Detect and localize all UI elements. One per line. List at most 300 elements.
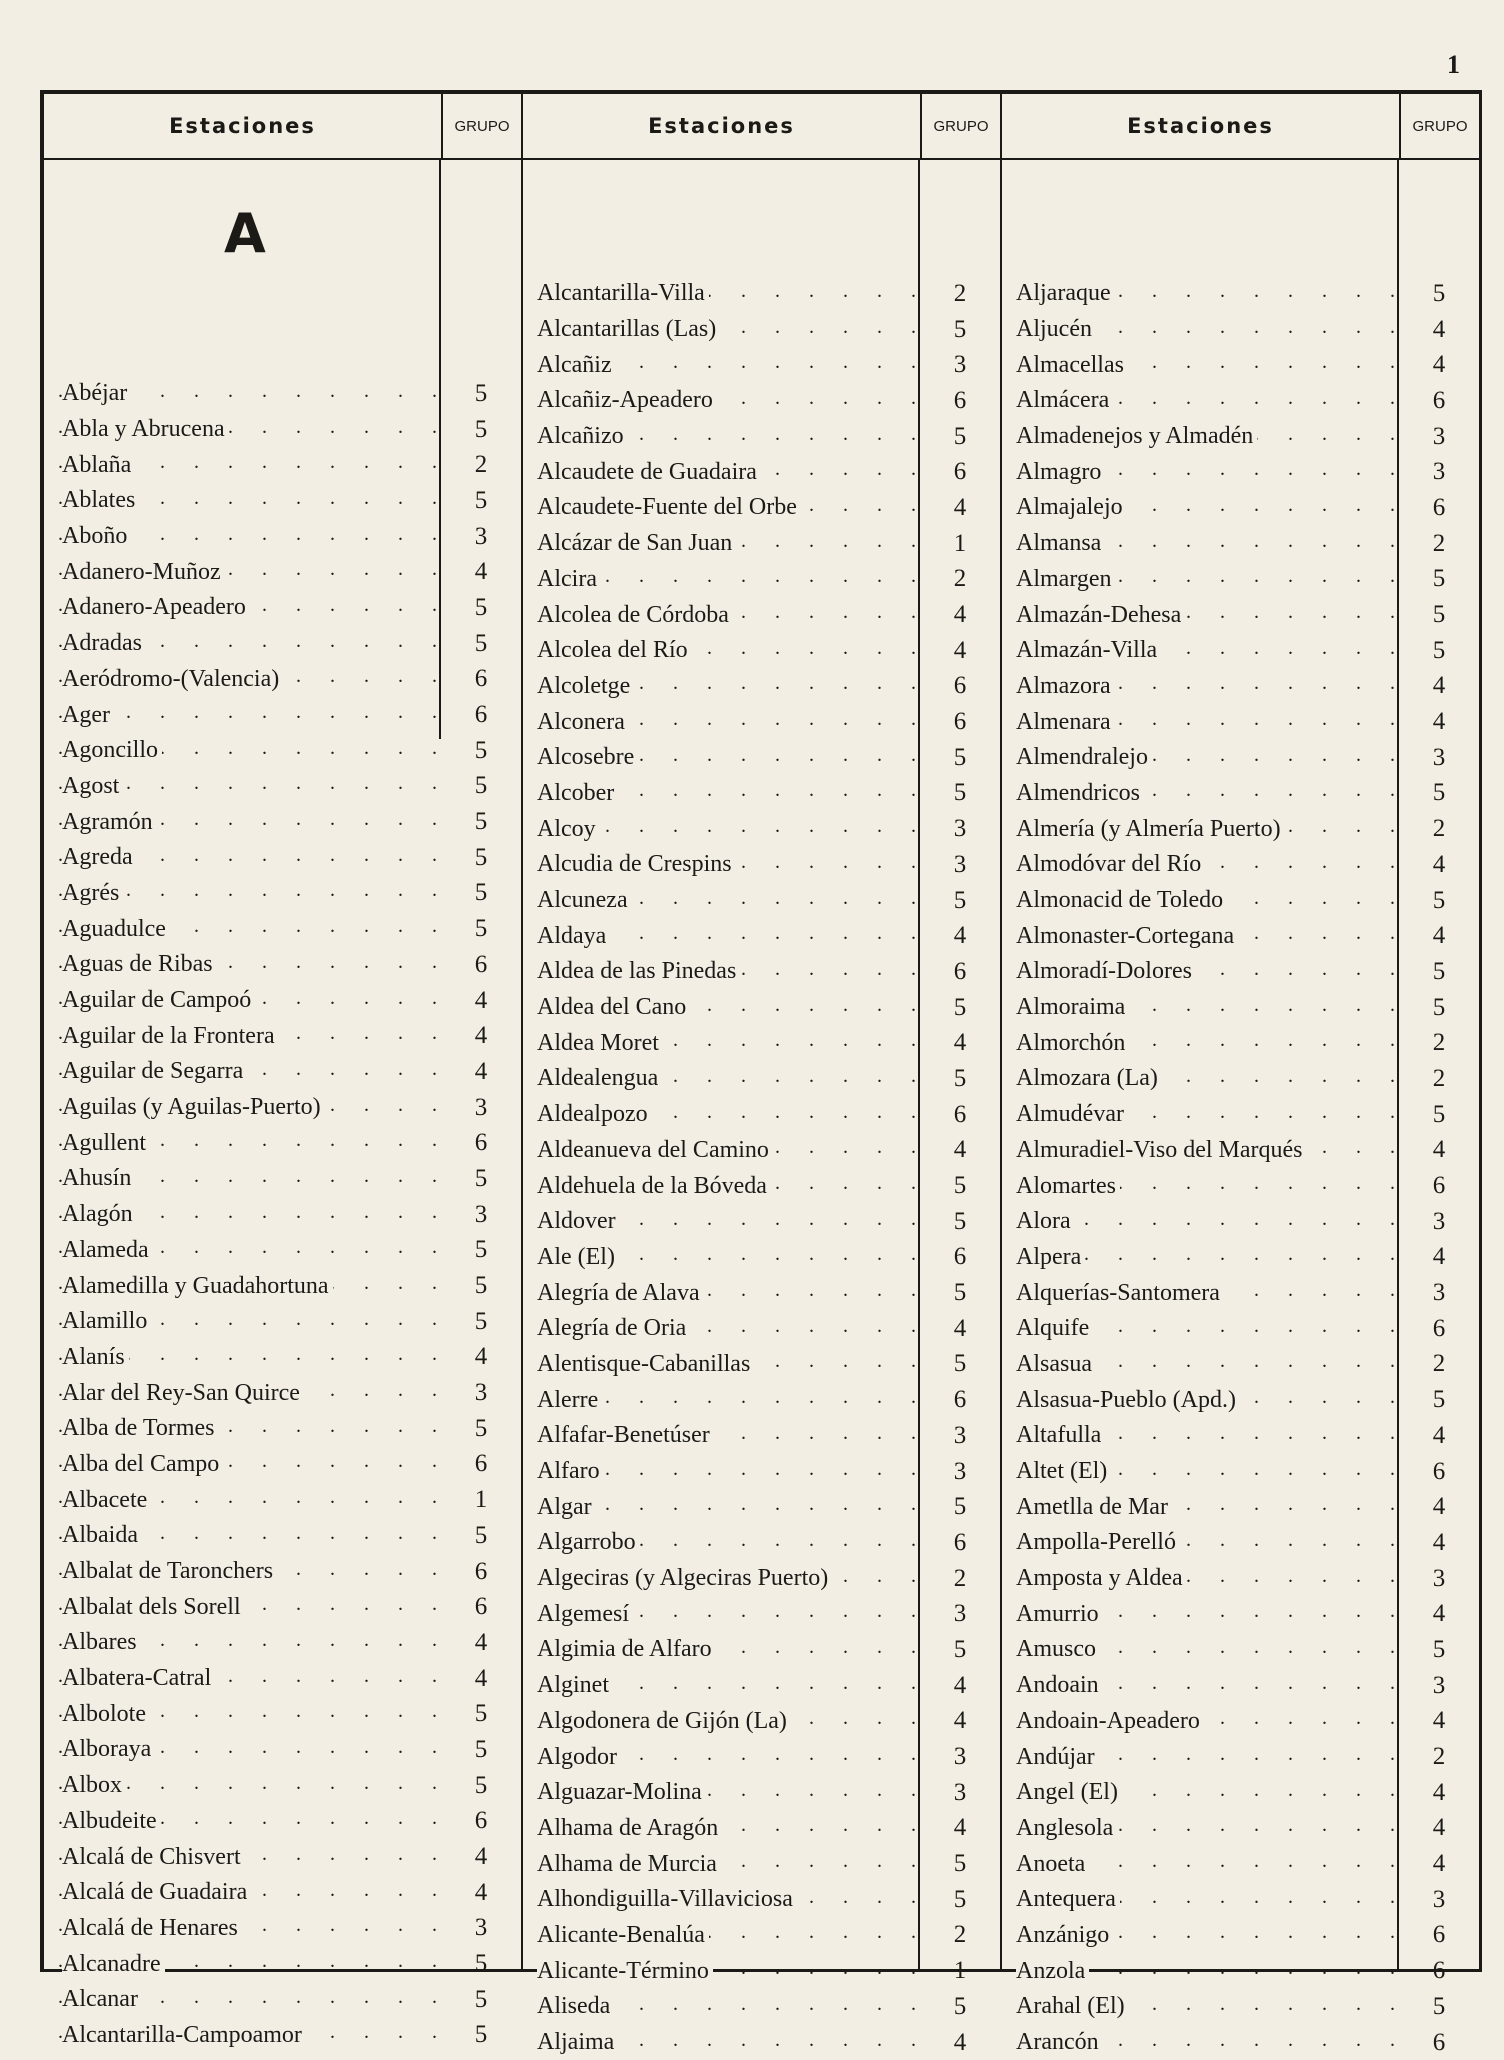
station-name-cell [44, 1772, 441, 1799]
stations-heading: Estaciones [169, 114, 316, 138]
station-name-cell [1002, 1137, 1399, 1164]
station-name-cell [44, 594, 441, 621]
station-name: Agoncillo [62, 737, 162, 763]
group-number: 4 [953, 601, 967, 629]
station-name-cell [1002, 1958, 1399, 1985]
group-number: 5 [953, 1885, 967, 1913]
group-number: 3 [953, 1600, 967, 1628]
group-number: 6 [953, 1528, 967, 1556]
station-name-cell [44, 1451, 441, 1478]
table-row [523, 1240, 1000, 1276]
station-name-cell [1002, 1601, 1399, 1628]
station-name-cell [523, 1280, 920, 1307]
station-name: Alcantarillas (Las) [537, 316, 720, 342]
station-name-cell [44, 1594, 441, 1621]
station-name: Alboraya [62, 1736, 155, 1762]
table-row [44, 983, 521, 1019]
station-name-cell [1002, 1636, 1399, 1663]
station-name: Aguilas (y Aguilas-Puerto) [62, 1094, 325, 1120]
station-name: Ametlla de Mar [1016, 1494, 1172, 1520]
station-name-cell [523, 1672, 920, 1699]
group-number: 2 [1432, 1743, 1446, 1771]
station-name: Almazora [1016, 673, 1115, 699]
station-name: Aljaraque [1016, 280, 1115, 306]
group-number: 6 [1432, 1457, 1446, 1485]
station-name: Algemesí [537, 1601, 633, 1627]
group-number: 4 [1432, 1778, 1446, 1806]
station-name-cell [44, 1808, 441, 1835]
station-name-cell [1002, 423, 1399, 450]
table-row [1002, 1347, 1479, 1383]
group-number: 4 [953, 1707, 967, 1735]
table-row [1002, 1668, 1479, 1704]
station-name-cell [44, 1522, 441, 1549]
table-row [523, 1668, 1000, 1704]
station-name-cell [1002, 1101, 1399, 1128]
group-number: 5 [953, 993, 967, 1021]
station-name: Altafulla [1016, 1422, 1105, 1448]
station-name-cell [523, 494, 920, 521]
station-name: Algar [537, 1494, 596, 1520]
table-row [1002, 597, 1479, 633]
group-number: 5 [953, 1992, 967, 2020]
station-name-cell [523, 280, 920, 307]
table-row [1002, 1704, 1479, 1740]
table-row [44, 662, 521, 698]
station-name-cell [523, 1565, 920, 1592]
group-number: 5 [474, 1700, 488, 1728]
station-name: Antequera [1016, 1886, 1120, 1912]
station-name-cell [44, 1415, 441, 1442]
table-row [1002, 811, 1479, 847]
group-number: 3 [474, 1914, 488, 1942]
station-name: Agrés [62, 880, 123, 906]
group-number: 5 [953, 1493, 967, 1521]
station-name: Almargen [1016, 566, 1116, 592]
table-row [1002, 383, 1479, 419]
station-name: Alegría de Alava [537, 1280, 704, 1306]
station-name: Almería (y Almería Puerto) [1016, 816, 1285, 842]
station-list [523, 276, 1000, 2060]
group-number: 6 [1432, 1957, 1446, 1985]
table-row [1002, 1382, 1479, 1418]
group-number: 5 [474, 1164, 488, 1192]
group-number: 4 [474, 1057, 488, 1085]
table-row [44, 697, 521, 733]
station-name-cell [44, 1951, 441, 1978]
group-number: 4 [953, 493, 967, 521]
group-number: 6 [474, 665, 488, 693]
table-row [523, 490, 1000, 526]
station-name-cell [44, 380, 441, 407]
group-number: 6 [1432, 386, 1446, 414]
group-number: 6 [953, 672, 967, 700]
station-name: Albolote [62, 1701, 150, 1727]
station-name-cell [523, 1101, 920, 1128]
table-row [523, 526, 1000, 562]
table-row [1002, 1525, 1479, 1561]
group-number: 4 [953, 922, 967, 950]
group-number: 6 [474, 1807, 488, 1835]
station-name-cell [523, 994, 920, 1021]
table-row [44, 911, 521, 947]
station-name-cell [44, 951, 441, 978]
group-number: 5 [953, 1350, 967, 1378]
group-number: 4 [1432, 922, 1446, 950]
table-row [523, 1097, 1000, 1133]
station-name-cell [44, 916, 441, 943]
station-name: Ablates [62, 487, 139, 513]
station-name: Alamedilla y Guadahortuna [62, 1273, 333, 1299]
station-name: Alfafar-Benetúser [537, 1422, 714, 1448]
group-number: 3 [1432, 1885, 1446, 1913]
group-number: 5 [953, 315, 967, 343]
station-name: Alcober [537, 780, 618, 806]
table-row [44, 1304, 521, 1340]
table-row [523, 1133, 1000, 1169]
station-name: Aguadulce [62, 916, 170, 942]
station-name-cell [523, 1208, 920, 1235]
station-name: Alquife [1016, 1315, 1093, 1341]
station-name: Almonacid de Toledo [1016, 887, 1227, 913]
table-row [1002, 1454, 1479, 1490]
table-row [44, 876, 521, 912]
station-name-cell [1002, 958, 1399, 985]
station-name: Adanero-Apeadero [62, 594, 250, 620]
station-name: Almoraima [1016, 994, 1129, 1020]
station-name: Alagón [62, 1201, 137, 1227]
station-name-cell [1002, 1744, 1399, 1771]
group-number: 5 [953, 743, 967, 771]
table-row [523, 1311, 1000, 1347]
station-name: Albalat dels Sorell [62, 1594, 245, 1620]
group-number: 6 [953, 957, 967, 985]
station-name-cell [44, 630, 441, 657]
station-name: Alcoy [537, 816, 600, 842]
station-name-cell [1002, 1529, 1399, 1556]
group-number: 5 [474, 1414, 488, 1442]
station-name: Algarrobo [537, 1529, 640, 1555]
group-number: 6 [474, 701, 488, 729]
table-row [523, 1846, 1000, 1882]
table-row [1002, 419, 1479, 455]
table-row [44, 1732, 521, 1768]
group-number: 5 [474, 772, 488, 800]
group-number: 4 [1432, 315, 1446, 343]
station-name: Almozara (La) [1016, 1065, 1162, 1091]
station-name: Algimia de Alfaro [537, 1636, 716, 1662]
station-name: Alegría de Oria [537, 1315, 690, 1341]
group-number: 3 [1432, 1279, 1446, 1307]
station-name-cell [44, 1130, 441, 1157]
station-name-cell [44, 1308, 441, 1335]
group-number: 6 [1432, 1314, 1446, 1342]
table-row [523, 1275, 1000, 1311]
station-name: Aguilar de Campoó [62, 987, 255, 1013]
table-row [523, 454, 1000, 490]
station-name: Alhama de Murcia [537, 1851, 721, 1877]
group-number: 6 [953, 1100, 967, 1128]
station-name-cell [523, 1244, 920, 1271]
table-row [523, 1204, 1000, 1240]
table-row [523, 1811, 1000, 1847]
group-number: 4 [474, 1878, 488, 1906]
station-name-cell [523, 1494, 920, 1521]
group-number: 5 [474, 379, 488, 407]
table-row [44, 1233, 521, 1269]
station-name: Alcantarilla-Villa [537, 280, 709, 306]
group-number: 3 [953, 351, 967, 379]
group-number: 5 [1432, 1386, 1446, 1414]
station-name: Agullent [62, 1130, 150, 1156]
station-name-cell [44, 1165, 441, 1192]
table-row [1002, 1882, 1479, 1918]
table-row [523, 669, 1000, 705]
station-name: Alar del Rey-San Quirce [62, 1380, 304, 1406]
table-row [523, 1953, 1000, 1989]
table-row [1002, 1989, 1479, 2025]
station-name-cell [523, 1922, 920, 1949]
station-name-cell [1002, 1244, 1399, 1271]
station-name-cell [523, 709, 920, 736]
group-number: 2 [474, 451, 488, 479]
table-row [1002, 1204, 1479, 1240]
table-row [523, 276, 1000, 312]
station-name: Almenara [1016, 709, 1115, 735]
group-number: 5 [1432, 993, 1446, 1021]
group-number: 3 [1432, 458, 1446, 486]
table-row [44, 1768, 521, 1804]
table-row [1002, 1918, 1479, 1954]
group-number: 2 [1432, 1064, 1446, 1092]
station-list [44, 376, 521, 2053]
group-number: 5 [474, 1735, 488, 1763]
group-number: 3 [474, 1200, 488, 1228]
table-row [1002, 1632, 1479, 1668]
table-row [523, 1918, 1000, 1954]
group-number: 4 [1432, 351, 1446, 379]
table-row [44, 519, 521, 555]
table-row [1002, 633, 1479, 669]
table-row [1002, 1561, 1479, 1597]
station-name: Alora [1016, 1208, 1075, 1234]
group-number: 5 [1432, 1100, 1446, 1128]
table-column-3 [1002, 94, 1479, 2056]
table-row [1002, 1739, 1479, 1775]
group-number: 3 [953, 1743, 967, 1771]
table-row [523, 1989, 1000, 2025]
group-number: 6 [474, 1557, 488, 1585]
group-number: 5 [1432, 1992, 1446, 2020]
group-number: 5 [474, 593, 488, 621]
group-number: 4 [953, 2028, 967, 2056]
station-name: Almorchón [1016, 1030, 1129, 1056]
group-number: 6 [953, 708, 967, 736]
station-name-cell [44, 1701, 441, 1728]
station-name: Alcañiz-Apeadero [537, 387, 717, 413]
group-number: 6 [953, 386, 967, 414]
table-row [1002, 1275, 1479, 1311]
station-name-cell [523, 1315, 920, 1342]
group-number: 6 [1432, 2028, 1446, 2056]
group-number: 3 [953, 815, 967, 843]
table-row [1002, 954, 1479, 990]
table-row [523, 740, 1000, 776]
table-row [44, 1340, 521, 1376]
station-name: Alhondiguilla-Villaviciosa [537, 1886, 797, 1912]
table-row [523, 383, 1000, 419]
station-name-cell [523, 1636, 920, 1663]
station-name: Ahusín [62, 1165, 135, 1191]
station-name-cell [1002, 673, 1399, 700]
station-name-cell [44, 702, 441, 729]
station-name: Almajalejo [1016, 494, 1127, 520]
station-name-cell [523, 1886, 920, 1913]
group-number: 5 [953, 1064, 967, 1092]
station-name: Alamillo [62, 1308, 151, 1334]
group-number: 4 [953, 1029, 967, 1057]
station-name-cell [523, 1744, 920, 1771]
group-number: 5 [953, 1635, 967, 1663]
group-number: 5 [953, 1279, 967, 1307]
station-name: Albatera-Catral [62, 1665, 215, 1691]
station-name: Aldealengua [537, 1065, 662, 1091]
station-name-cell [523, 887, 920, 914]
station-name: Alcalá de Henares [62, 1915, 242, 1941]
station-name-cell [44, 452, 441, 479]
group-number: 6 [474, 950, 488, 978]
station-name: Aldehuela de la Bóveda [537, 1173, 771, 1199]
station-name-cell [1002, 316, 1399, 343]
group-number: 3 [1432, 743, 1446, 771]
table-row [523, 1525, 1000, 1561]
table-row [44, 1447, 521, 1483]
table-row [44, 1911, 521, 1947]
station-name: Aldover [537, 1208, 620, 1234]
station-name: Aboño [62, 523, 131, 549]
station-name: Amusco [1016, 1636, 1100, 1662]
group-number: 2 [1432, 815, 1446, 843]
station-name-cell [523, 566, 920, 593]
table-row [44, 412, 521, 448]
table-row [44, 1482, 521, 1518]
group-number: 4 [1432, 1136, 1446, 1164]
station-name: Alcira [537, 566, 601, 592]
group-number: 3 [474, 1379, 488, 1407]
station-list [1002, 276, 1479, 2060]
station-name-cell [44, 2022, 441, 2049]
group-number: 4 [953, 1814, 967, 1842]
station-name-cell [44, 1558, 441, 1585]
station-name: Almuradiel-Viso del Marqués [1016, 1137, 1307, 1163]
table-row [523, 1632, 1000, 1668]
table-row [523, 1168, 1000, 1204]
table-row [1002, 1133, 1479, 1169]
station-name: Alameda [62, 1237, 153, 1263]
group-number: 5 [1432, 1635, 1446, 1663]
table-row [44, 1090, 521, 1126]
station-name: Alhama de Aragón [537, 1815, 722, 1841]
station-name: Alerre [537, 1387, 602, 1413]
station-name: Alicante-Benalúa [537, 1922, 709, 1948]
group-number: 2 [1432, 1350, 1446, 1378]
station-name-cell [44, 773, 441, 800]
station-name: Anzola [1016, 1958, 1089, 1984]
station-name-cell [523, 530, 920, 557]
station-name: Albaida [62, 1522, 142, 1548]
station-name-cell [44, 844, 441, 871]
station-name: Amurrio [1016, 1601, 1103, 1627]
table-row [44, 554, 521, 590]
station-name: Alcañizo [537, 423, 628, 449]
station-name-cell [1002, 1494, 1399, 1521]
group-number: 5 [474, 1236, 488, 1264]
station-name-cell [523, 744, 920, 771]
station-name-cell [44, 1094, 441, 1121]
group-number: 4 [1432, 708, 1446, 736]
station-name-cell [44, 416, 441, 443]
group-number: 5 [1432, 601, 1446, 629]
table-row [44, 1518, 521, 1554]
group-number: 4 [474, 558, 488, 586]
station-name-cell [1002, 494, 1399, 521]
station-name: Almudévar [1016, 1101, 1128, 1127]
table-row [523, 347, 1000, 383]
station-name-cell [44, 1023, 441, 1050]
table-row [523, 1489, 1000, 1525]
station-name-cell [1002, 602, 1399, 629]
station-name-cell [1002, 1173, 1399, 1200]
station-name-cell [44, 487, 441, 514]
table-row [523, 312, 1000, 348]
table-row [1002, 704, 1479, 740]
table-row [523, 1382, 1000, 1418]
table-row [523, 704, 1000, 740]
station-name-cell [523, 1030, 920, 1057]
table-row [44, 1625, 521, 1661]
station-name-cell [1002, 1065, 1399, 1092]
station-name: Alcanar [62, 1986, 142, 2012]
station-name-cell [523, 1387, 920, 1414]
group-number: 6 [1432, 1172, 1446, 1200]
table-row [1002, 1811, 1479, 1847]
station-name: Alcosebre [537, 744, 638, 770]
group-number: 4 [953, 1671, 967, 1699]
table-row [523, 847, 1000, 883]
table-row [1002, 562, 1479, 598]
station-name-cell [1002, 1030, 1399, 1057]
station-name-cell [1002, 994, 1399, 1021]
station-name: Alanís [62, 1344, 129, 1370]
station-name-cell [523, 387, 920, 414]
station-name-cell [523, 316, 920, 343]
table-row [1002, 490, 1479, 526]
group-number: 5 [474, 1950, 488, 1978]
group-number: 6 [474, 1450, 488, 1478]
station-name-cell [1002, 1458, 1399, 1485]
station-name: Angel (El) [1016, 1779, 1122, 1805]
group-number: 4 [1432, 1528, 1446, 1556]
group-number: 5 [1432, 886, 1446, 914]
group-number: 4 [1432, 1707, 1446, 1735]
table-row [1002, 2025, 1479, 2060]
station-name: Andoain [1016, 1672, 1103, 1698]
station-name: Alginet [537, 1672, 613, 1698]
station-name: Almazán-Villa [1016, 637, 1161, 663]
group-number: 6 [953, 458, 967, 486]
group-heading: GRUPO [441, 94, 521, 158]
station-name: Albudeite [62, 1808, 161, 1834]
